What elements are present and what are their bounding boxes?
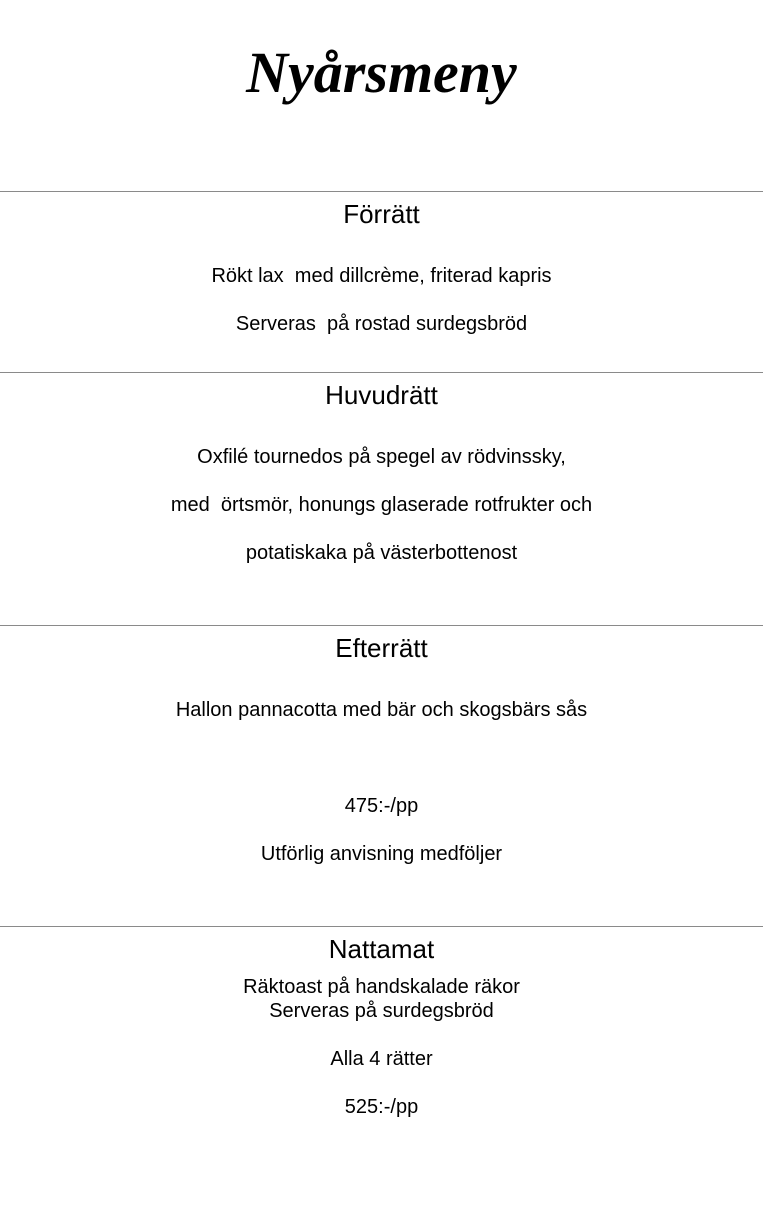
section-heading-efterratt: Efterrätt — [335, 633, 428, 663]
price-per-person: 475:-/pp — [344, 795, 419, 817]
section-divider — [0, 926, 763, 927]
forratt-line-2: Serveras på rostad surdegsbröd — [235, 313, 528, 335]
forratt-line-1: Rökt lax med dillcrème, friterad kapris — [211, 265, 552, 287]
section-divider — [0, 191, 763, 192]
huvudratt-line-1: Oxfilé tournedos på spegel av rödvinssky, — [197, 446, 566, 468]
nattamat-line-1: Räktoast på handskalade räkor — [243, 976, 520, 998]
instructions-note: Utförlig anvisning medföljer — [260, 843, 503, 865]
section-heading-forratt: Förrätt — [343, 199, 420, 229]
efterratt-line-1: Hallon pannacotta med bär och skogsbärs sås — [175, 699, 588, 721]
section-heading-huvudratt: Huvudrätt — [325, 380, 438, 410]
nattamat-line-2: Serveras på surdegsbröd — [269, 1000, 494, 1022]
huvudratt-line-3: potatiskaka på västerbottenost — [245, 542, 518, 564]
section-heading-nattamat: Nattamat — [328, 934, 435, 964]
section-divider — [0, 372, 763, 373]
all-courses-label: Alla 4 rätter — [330, 1048, 433, 1070]
section-divider — [0, 625, 763, 626]
huvudratt-line-2: med örtsmör, honungs glaserade rotfrukter och — [170, 494, 593, 516]
total-price: 525:-/pp — [344, 1096, 419, 1118]
menu-title: Nyårsmeny — [246, 40, 517, 105]
